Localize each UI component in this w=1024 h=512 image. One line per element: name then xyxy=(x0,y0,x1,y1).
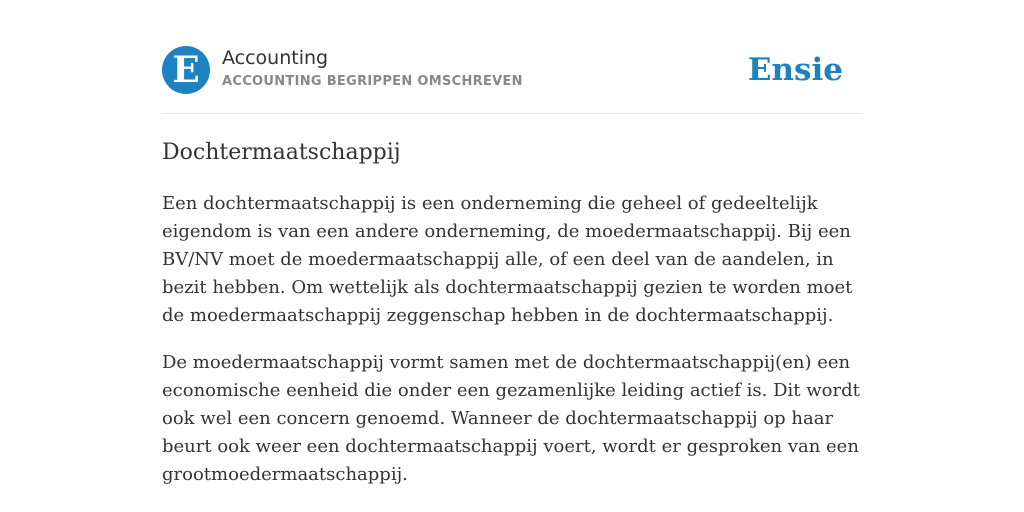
brand-logo[interactable]: Ensie xyxy=(747,52,843,88)
article-paragraph: Een dochtermaatschappij is een onderneming die geheel of gedeeltelijk eigendom is van een andere onderneming, de moedermaatschappij. Bij een BV/NV moet de moedermaatschappij alle, of een deel van de aandelen, in bezit hebben. Om wettelijk als dochtermaatschappij gezien te worden moet de moedermaatschappij zeggenschap hebben in de dochtermaatschappij. xyxy=(162,193,853,326)
category-title[interactable]: Accounting xyxy=(222,47,329,69)
ensie-logo-icon[interactable]: E xyxy=(162,46,210,94)
article-title: Dochtermaatschappij xyxy=(162,140,401,165)
header-divider xyxy=(162,113,862,114)
category-subtitle: ACCOUNTING BEGRIPPEN OMSCHREVEN xyxy=(222,74,523,89)
article-body xyxy=(162,190,862,508)
header xyxy=(162,46,862,96)
article-paragraph: De moedermaatschappij vormt samen met de dochtermaatschappij(en) een economische eenheid die onder een gezamenlijke leiding actief is. Dit wordt ook wel een concern genoemd. Wanneer de dochtermaatschappij op haar beurt ook weer een dochtermaatschappij voert, wordt er gesproken van een grootmoedermaatschappij. xyxy=(162,352,860,485)
